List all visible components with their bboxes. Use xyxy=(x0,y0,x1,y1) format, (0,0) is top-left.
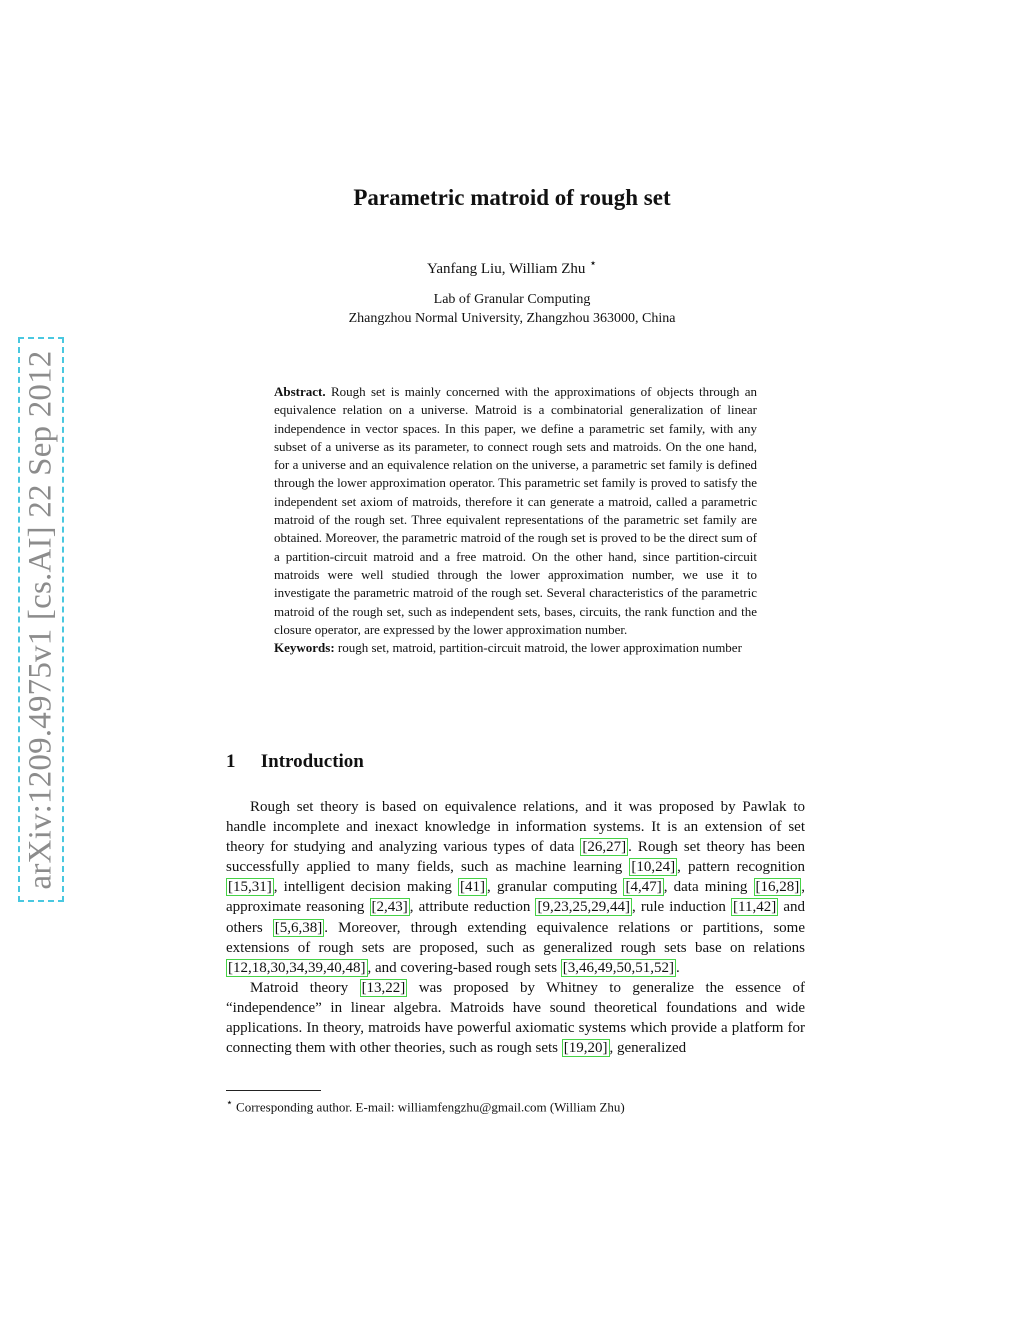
text-run: . Rough set theory has been successfully applied to many fields, such as machine learning xyxy=(226,839,805,876)
text-run: , and covering-based rough sets xyxy=(367,959,561,976)
citation-link[interactable]: [16,28] xyxy=(755,879,800,896)
text-run: Matroid theory xyxy=(250,979,360,996)
text-run: , intelligent decision making xyxy=(273,879,459,896)
text-run: and others xyxy=(226,899,805,936)
text-run: , generalized xyxy=(609,1040,687,1057)
citation-link[interactable]: [12,18,30,34,39,40,48] xyxy=(228,959,366,976)
keywords-text: rough set, matroid, partition-circuit matroid, the lower approximation number xyxy=(337,640,742,656)
author-footnote-mark[interactable]: ⋆ xyxy=(589,256,597,270)
citation-link[interactable]: [19,20] xyxy=(563,1040,608,1057)
section-title: Introduction xyxy=(260,751,364,772)
citation-link[interactable]: [5,6,38] xyxy=(274,919,323,936)
citation-link[interactable]: [4,47] xyxy=(625,879,662,896)
text-run: , rule induction xyxy=(631,899,732,916)
affiliation-university: Zhangzhou Normal University, Zhangzhou 363000, China xyxy=(348,311,676,326)
keywords xyxy=(274,639,757,657)
abstract-text: Rough set is mainly concerned with the approximations of objects through an equivalence relation on a universe. Matroid is a combinatorial generalization of linear independence in vector spaces. In this paper, we define a parametric set family, with any subset of a universe as its parameter, to connect rough sets and matroids. On the one hand, for a universe and an equivalence relation on the universe, a parametric set family is defined through the lower approximation operator. This parametric set family is proved to satisfy the independent set axiom of matroids, therefore it can generate a matroid, called a parametric matroid of the rough set. Three equivalent representations of the parametric set family are obtained. Moreover, the parametric matroid of the rough set is proved to be the direct sum of a partition-circuit matroid and a free matroid. On the other hand, since partition-circuit matroids were well studied through the lower approximation number, we use it to investigate the parametric matroid of the rough set. Several characteristics of the parametric matroid of the rough set, such as independent sets, bases, circuits, the rank function and the closure operator, are expressed by the lower approximation number. xyxy=(274,384,758,637)
section-number: 1 xyxy=(226,751,236,772)
text-run: , granular computing xyxy=(487,879,624,896)
arxiv-identifier[interactable]: arXiv:1209.4975v1 [cs.AI] 22 Sep 2012 xyxy=(22,350,59,889)
citation-link[interactable]: [3,46,49,50,51,52] xyxy=(562,959,675,976)
footnote-mark: ⋆ xyxy=(226,1097,233,1109)
affiliation xyxy=(0,290,1024,328)
abstract-body xyxy=(274,383,757,639)
citation-link[interactable]: [41] xyxy=(460,879,486,896)
paper-title: Parametric matroid of rough set xyxy=(353,185,671,210)
citation-link[interactable]: [9,23,25,29,44] xyxy=(537,899,630,916)
introduction-body xyxy=(226,797,805,1058)
text-run: was proposed by Whitney to generalize the essence of “independence” in linear algebra. Matroids have sound theoretical foundations and wide applications. In theory, matroids have powerful axiomatic systems which provide a platform for connecting them with other theories, such as rough sets xyxy=(226,979,805,1057)
text-run: , data mining xyxy=(663,879,754,896)
abstract xyxy=(274,383,757,657)
text-run: , pattern recognition xyxy=(677,859,805,876)
text-run: , attribute reduction xyxy=(409,899,536,916)
paragraph xyxy=(226,978,805,1058)
citation-link[interactable]: [15,31] xyxy=(228,879,272,896)
citation-link[interactable]: [11,42] xyxy=(733,899,777,916)
arxiv-stamp xyxy=(18,337,64,902)
text-run: . xyxy=(676,959,680,976)
citation-link[interactable]: [13,22] xyxy=(361,979,406,996)
abstract-label: Abstract. xyxy=(274,384,326,399)
footnote xyxy=(226,1096,826,1115)
affiliation-lab: Lab of Granular Computing xyxy=(433,292,591,307)
citation-link[interactable]: [26,27] xyxy=(582,839,627,856)
text-run: , approximate reasoning xyxy=(226,879,805,916)
paragraph xyxy=(226,797,805,978)
citation-link[interactable]: [10,24] xyxy=(631,859,676,876)
citation-link[interactable]: [2,43] xyxy=(371,899,408,916)
text-run: . Moreover, through extending equivalence relations or partitions, some extensions of rough sets are proposed, such as generalized rough sets base on relations xyxy=(226,919,805,956)
authors xyxy=(0,255,1024,278)
footnote-text: Corresponding author. E-mail: williamfengzhu@gmail.com (William Zhu) xyxy=(236,1099,625,1115)
footnote-divider xyxy=(226,1090,321,1091)
keywords-label: Keywords: xyxy=(274,640,335,656)
text-run: Rough set theory is based on equivalence relations, and it was proposed by Pawlak to handle incomplete and inexact knowledge in information systems. It is an extension of set theory for studying and analyzing various types of data xyxy=(226,799,805,856)
author-names: Yanfang Liu, William Zhu xyxy=(427,261,586,277)
section-heading xyxy=(226,751,364,773)
